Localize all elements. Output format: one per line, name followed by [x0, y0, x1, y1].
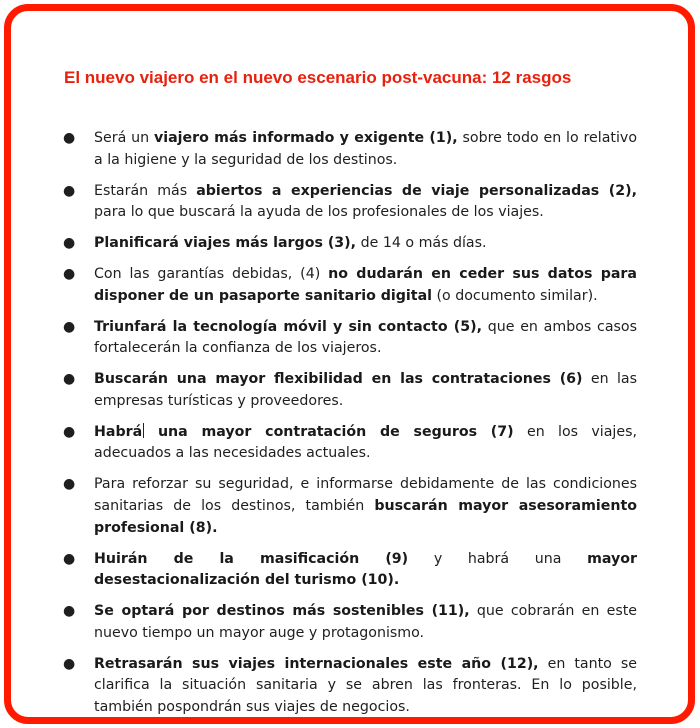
- list-item: [57, 181, 637, 224]
- item-text: Para reforzar su seguridad, e informarse debidamente de las condiciones sanitarias de los destinos, también: [94, 476, 637, 515]
- list-item: [57, 422, 637, 465]
- list-item: [57, 549, 637, 592]
- bullet-icon: ●: [63, 655, 76, 672]
- bullet-icon: ●: [63, 423, 76, 440]
- item-bold-text: Buscarán una mayor flexibilidad en las contrataciones (6): [94, 371, 583, 388]
- bullet-icon: ●: [63, 266, 76, 283]
- page-title: El nuevo viajero en el nuevo escenario post-vacuna: 12 rasgos: [64, 68, 572, 87]
- item-text: de 14 o más días.: [356, 235, 487, 252]
- bullet-icon: ●: [63, 130, 76, 146]
- item-bold-text: Triunfará la tecnología móvil y sin contacto (5),: [94, 318, 482, 335]
- item-text: en tanto se clarifica la situación sanitaria y se abren las fronteras. En lo posible, también pospondrán sus viajes de negocios.: [94, 655, 637, 715]
- list-item: [57, 601, 637, 644]
- bullet-icon: ●: [63, 476, 76, 493]
- item-bold-text: mayor desestacionalización del turismo (10).: [94, 550, 637, 589]
- item-bold-text: no dudarán en ceder sus datos para disponer de un pasaporte sanitario digital: [94, 266, 637, 304]
- bullet-icon: ●: [63, 371, 76, 388]
- item-text: que en ambos casos fortalecerán la confianza de los viajeros.: [94, 318, 637, 357]
- item-bold-text: Retrasarán sus viajes internacionales este año (12),: [94, 655, 539, 672]
- item-text: Con las garantías debidas, (4): [94, 266, 329, 283]
- item-bold-text: Planificará viajes más largos (3),: [94, 235, 357, 252]
- item-bold-text: abiertos a experiencias de viaje personalizadas (2),: [196, 182, 637, 199]
- item-bold-text: Se optará por destinos más sostenibles (11),: [94, 603, 470, 620]
- item-text: en las empresas turísticas y proveedores.: [94, 371, 637, 409]
- list-item: [57, 474, 637, 539]
- item-text: sobre todo en lo relativo a la higiene y la seguridad de los destinos.: [94, 130, 638, 168]
- bullet-icon: ●: [63, 182, 76, 199]
- item-text: (o documento similar).: [432, 287, 598, 304]
- list-item: [57, 264, 637, 307]
- list-item: [57, 317, 637, 360]
- item-bold-text: buscarán mayor asesoramiento profesional (8).: [94, 498, 637, 536]
- item-bold-text: viajero más informado y exigente (1),: [153, 130, 458, 146]
- item-bold-text: Habrá: [94, 423, 143, 440]
- item-text: para lo que buscará la ayuda de los profesionales de los viajes.: [94, 204, 544, 221]
- list-item: [57, 128, 637, 171]
- list-item: [57, 369, 637, 412]
- item-bold-text: Huirán de la masificación (9): [94, 550, 409, 567]
- item-bold-text: una mayor contratación de seguros (7): [144, 423, 514, 440]
- list-item: [57, 654, 637, 719]
- item-text: Estarán más: [94, 182, 197, 199]
- traits-list: [57, 128, 637, 728]
- item-text: Será un: [94, 130, 154, 146]
- list-item: [57, 233, 637, 255]
- bullet-icon: ●: [63, 235, 76, 252]
- item-text: y habrá una: [408, 550, 588, 567]
- item-text: en los viajes, adecuados a las necesidades actuales.: [94, 423, 637, 462]
- bullet-icon: ●: [63, 603, 76, 620]
- item-text: que cobrarán en este nuevo tiempo un mayor auge y protagonismo.: [94, 603, 637, 641]
- bullet-icon: ●: [63, 550, 76, 567]
- bullet-icon: ●: [63, 318, 76, 335]
